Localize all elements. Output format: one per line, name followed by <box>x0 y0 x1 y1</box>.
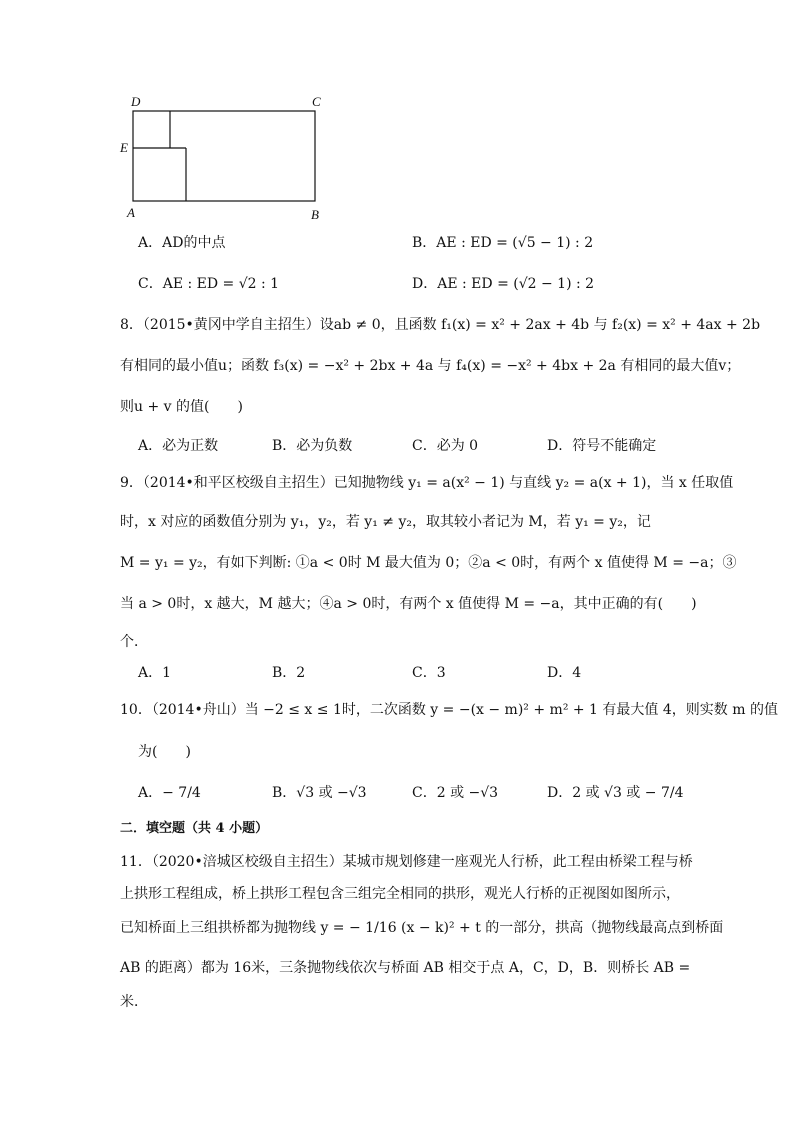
label-e: E <box>120 140 128 155</box>
q10-option-c[interactable]: C．2 或 −√3 <box>412 785 499 801</box>
q8-option-c[interactable]: C．必为 0 <box>412 438 479 454</box>
q9-option-d[interactable]: D．4 <box>547 665 582 681</box>
q8-stem-line-2: 有相同的最小值u；函数 f₃(x) = −x² + 2bx + 4a 与 f₄(x) = −x² + 4bx + 2a 有相同的最大值v； <box>120 358 741 374</box>
q10-option-d[interactable]: D．2 或 √3 或 − 7/4 <box>547 785 684 801</box>
q11-stem-line-3: 已知桥面上三组拱桥都为抛物线 y = − 1/16 (x − k)² + t 的一部分，拱高（抛物线最高点到桥面 <box>120 920 724 936</box>
label-d: D <box>131 94 141 109</box>
q10-option-a[interactable]: A．− 7/4 <box>138 785 201 801</box>
label-a: A <box>127 205 135 220</box>
q9-option-b[interactable]: B．2 <box>272 665 306 681</box>
q9-stem-line-1: 9．（2014•和平区校级自主招生）已知抛物线 y₁ = a(x² − 1) 与直线 y₂ = a(x + 1)，当 x 任取值 <box>120 475 734 491</box>
q11-stem-line-2: 上拱形工程组成，桥上拱形工程包含三组完全相同的拱形，观光人行桥的正视图如图所示， <box>120 886 680 902</box>
q8-option-a[interactable]: A．必为正数 <box>138 438 219 454</box>
q9-option-a[interactable]: A．1 <box>138 665 172 681</box>
rectangle-abcd <box>133 111 315 201</box>
q11-stem-line-1: 11．（2020•涪城区校级自主招生）某城市规划修建一座观光人行桥，此工程由桥梁工程与桥 <box>120 854 693 870</box>
q9-stem-line-4: 当 a > 0时，x 越大，M 越大；④a > 0时，有两个 x 值使得 M = −a，其中正确的有( ) <box>120 596 697 612</box>
q11-stem-line-4: AB 的距离）都为 16米，三条抛物线依次与桥面 AB 相交于点 A，C，D，B．则桥长 AB = <box>120 960 691 976</box>
q8-stem-line-1: 8．（2015•黄冈中学自主招生）设ab ≠ 0，且函数 f₁(x) = x² + 2ax + 4b 与 f₂(x) = x² + 4ax + 2b <box>120 317 761 333</box>
label-b: B <box>311 207 319 222</box>
q7-option-a[interactable]: A．AD的中点 <box>138 235 226 251</box>
q7-option-d[interactable]: D．AE : ED = (√2 − 1) : 2 <box>412 276 595 292</box>
q10-option-b[interactable]: B．√3 或 −√3 <box>272 785 367 801</box>
q11-stem-line-5: 米． <box>120 994 148 1010</box>
section-heading-fill-in: 二．填空题（共 4 小题） <box>120 821 269 836</box>
q8-option-b[interactable]: B．必为负数 <box>272 438 353 454</box>
q9-option-c[interactable]: C．3 <box>412 665 446 681</box>
q7-option-b[interactable]: B．AE : ED = (√5 − 1) : 2 <box>412 235 594 251</box>
q9-stem-line-5: 个． <box>120 634 148 650</box>
q9-stem-line-3: M = y₁ = y₂，有如下判断: ①a < 0时 M 最大值为 0；②a < 0时，有两个 x 值使得 M = −a；③ <box>120 555 737 571</box>
q10-stem-line-1: 10．（2014•舟山）当 −2 ≤ x ≤ 1时，二次函数 y = −(x − m)² + m² + 1 有最大值 4，则实数 m 的值 <box>120 702 778 718</box>
label-c: C <box>312 94 321 109</box>
q9-stem-line-2: 时，x 对应的函数值分别为 y₁，y₂，若 y₁ ≠ y₂，取其较小者记为 M，若 y₁ = y₂，记 <box>120 514 651 530</box>
q8-stem-line-3: 则u + v 的值( ) <box>120 399 243 415</box>
q8-option-d[interactable]: D．符号不能确定 <box>547 438 657 454</box>
q7-option-c[interactable]: C．AE : ED = √2 : 1 <box>138 276 280 292</box>
q10-stem-line-2: 为( ) <box>138 744 191 760</box>
